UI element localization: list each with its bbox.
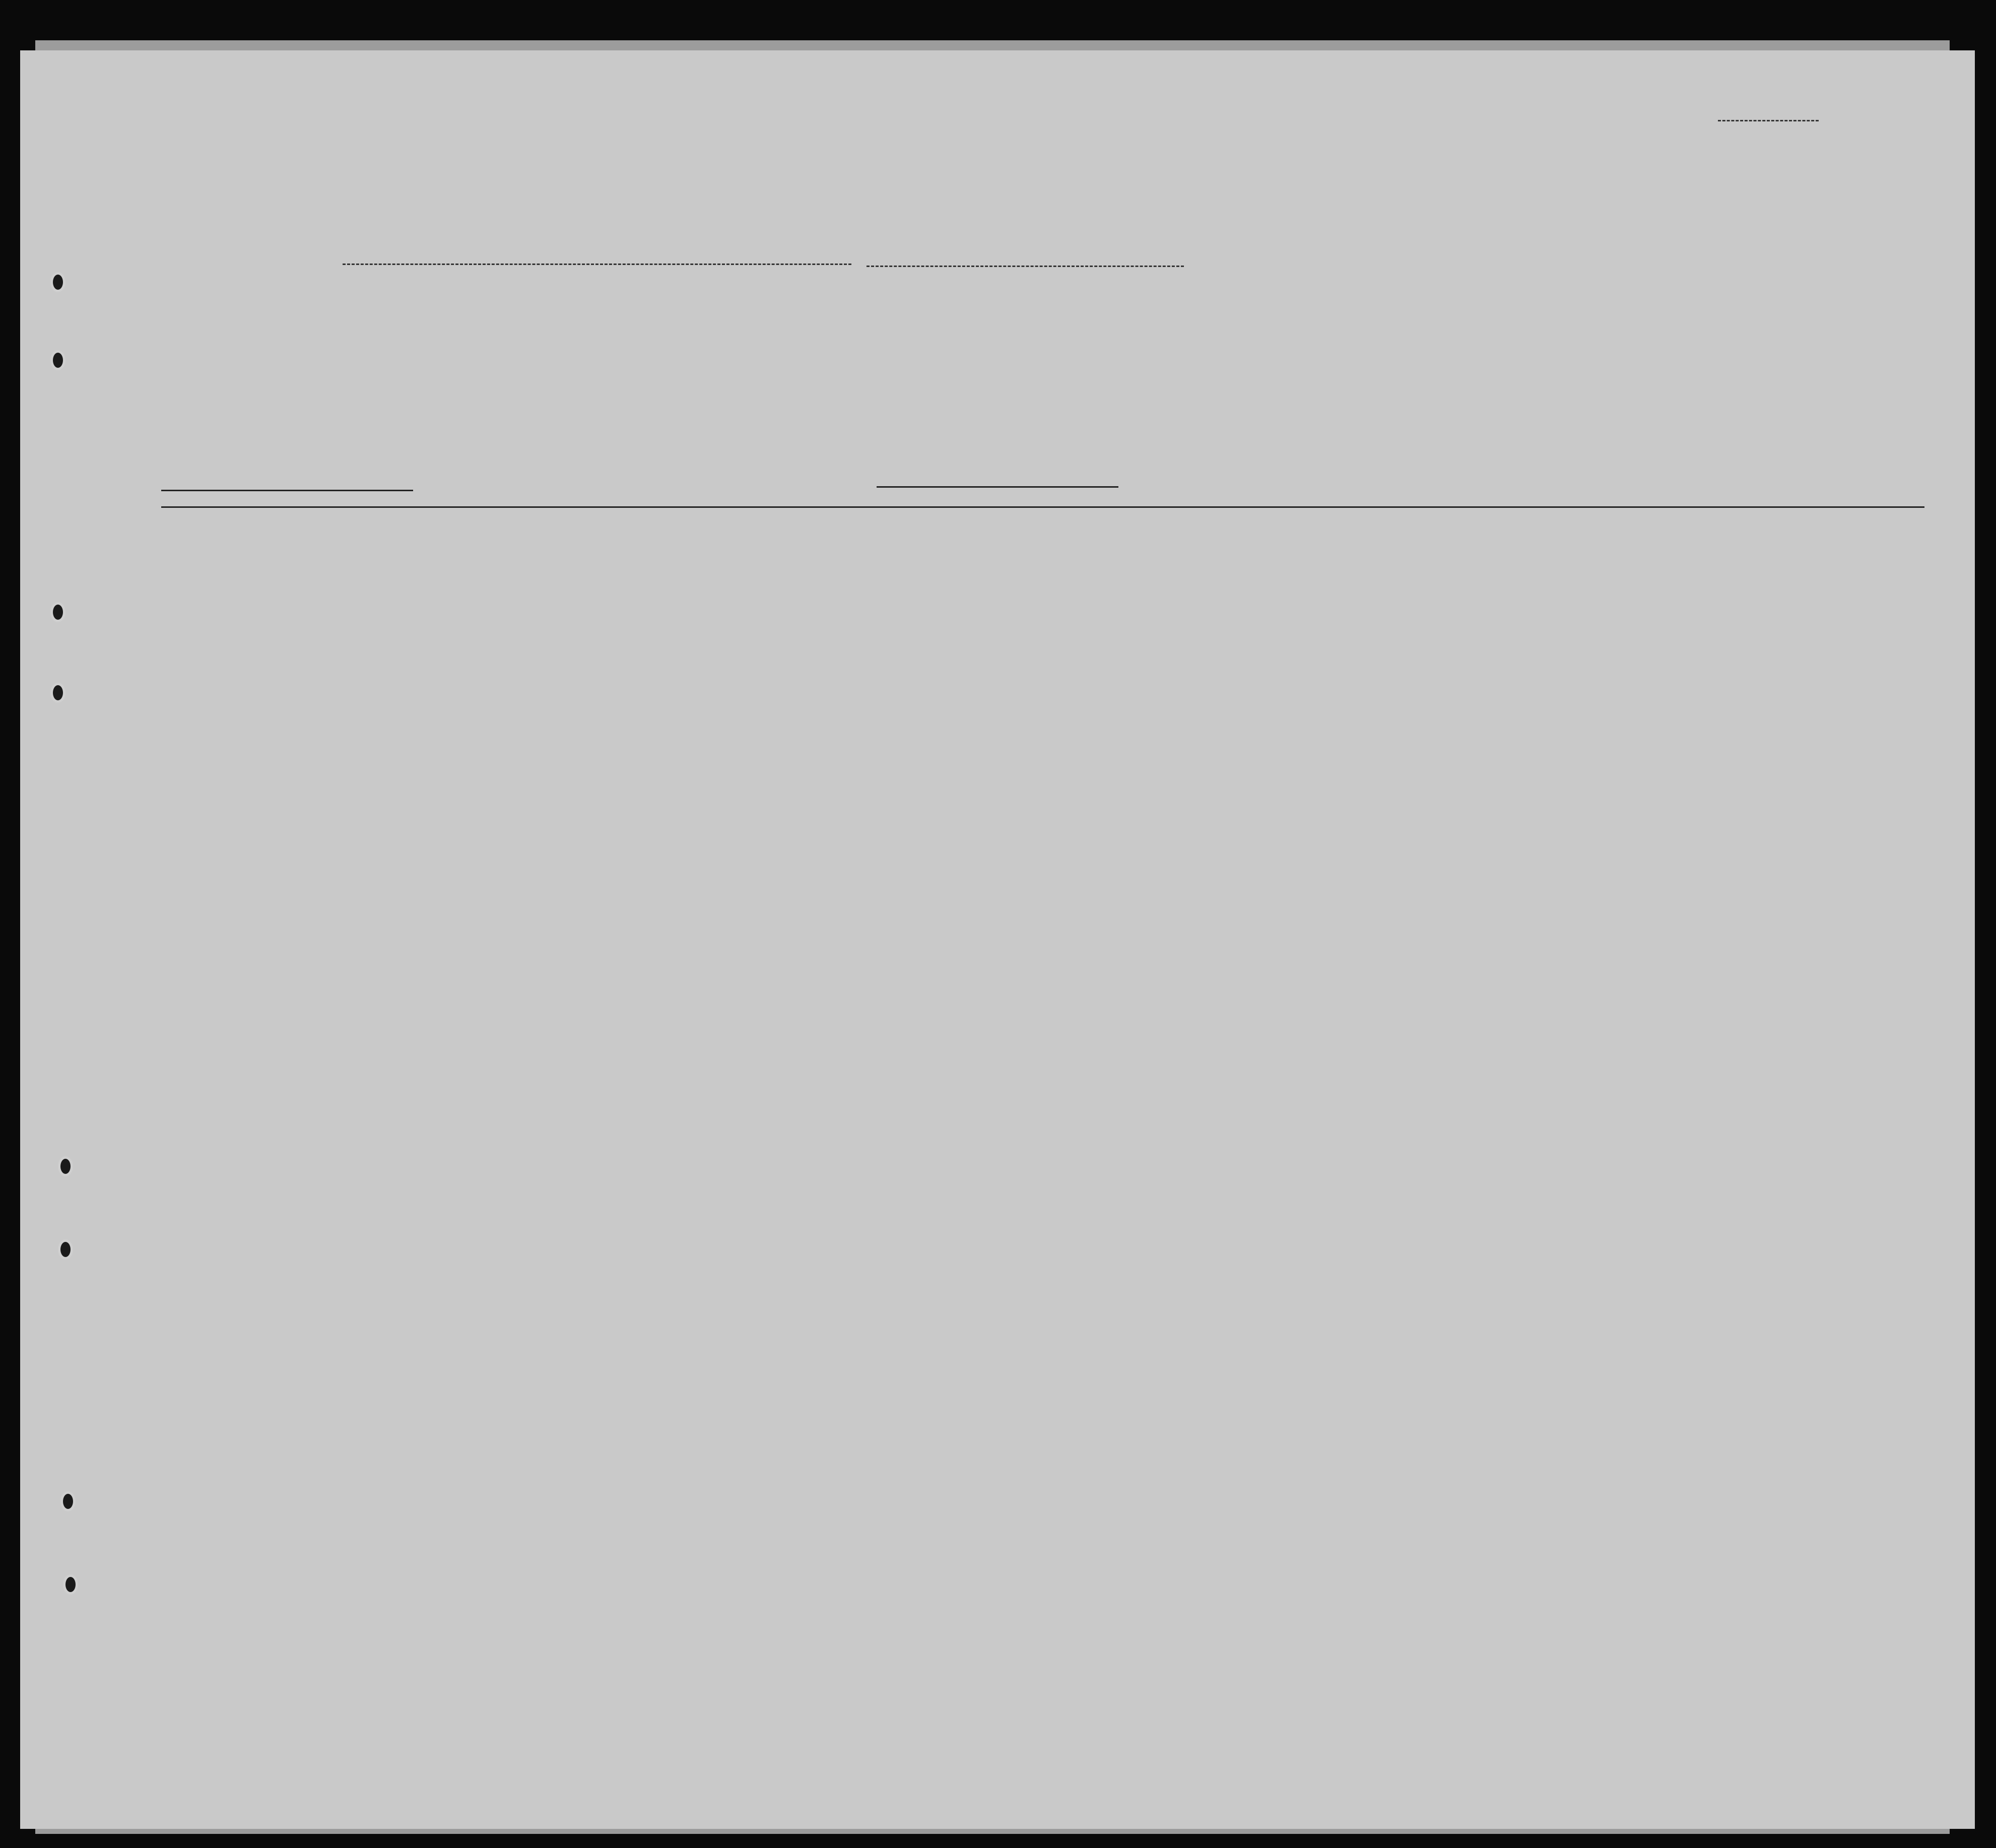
header-inches xyxy=(1652,413,1668,448)
header-polygamist xyxy=(1320,327,1343,451)
header-prison xyxy=(1285,327,1317,451)
header-deported xyxy=(1471,327,1509,451)
header-purpose-citizen xyxy=(1244,343,1282,451)
strike-line-row1-join xyxy=(877,486,1118,488)
header-contract-labor xyxy=(1423,327,1469,451)
header-overthrow xyxy=(1370,327,1421,451)
header-fifty-dollars xyxy=(705,322,736,453)
header-ticket xyxy=(584,327,615,453)
header-purpose-length xyxy=(1184,343,1222,451)
header-purpose-return xyxy=(1134,343,1171,451)
header-anarchist xyxy=(1345,327,1368,451)
strike-line-row1-name xyxy=(161,490,413,491)
strike-line-row1 xyxy=(161,506,1924,508)
